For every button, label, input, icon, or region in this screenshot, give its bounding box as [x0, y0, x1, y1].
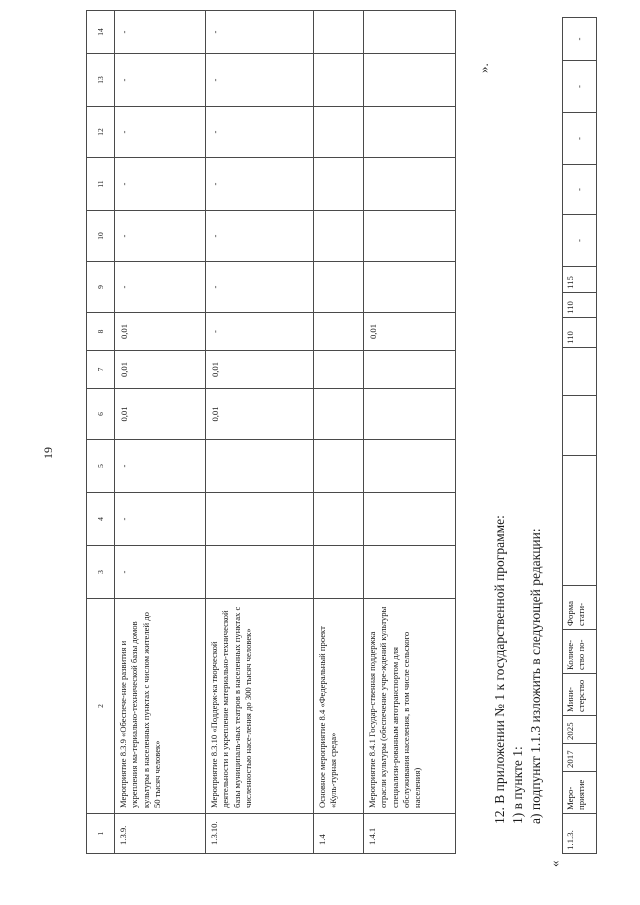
data-cell — [314, 440, 364, 493]
row-id-cell — [206, 814, 314, 854]
cell-value — [364, 440, 368, 492]
cell-value — [314, 54, 318, 106]
paragraph-sub-a: а) подпункт 1.1.3 изложить в следующей редакции: — [528, 528, 543, 824]
cell-value — [314, 389, 318, 439]
header-cell: 12 — [87, 107, 115, 158]
data-cell — [364, 546, 456, 599]
cell-value: - — [119, 464, 129, 468]
data-cell — [563, 348, 597, 396]
data-cell: - — [563, 113, 597, 165]
paragraph-12: 12. В приложении № 1 к государственной программе: — [492, 515, 507, 824]
data-cell — [115, 211, 206, 262]
subitem-table — [562, 17, 597, 854]
cell-value — [364, 546, 368, 598]
data-cell — [206, 313, 314, 351]
data-cell — [364, 158, 456, 211]
header-cell: 6 — [87, 389, 115, 440]
indicator-cell: Количе-ство по- — [563, 630, 597, 674]
row-id: 1.3.9. — [118, 825, 128, 845]
cell-value — [314, 211, 318, 261]
row-text: Мероприятие 8.3.9 «Обеспече-ние развития и укрепления ма-териально-технической базы домов культуры в населенных пунктах с числом жителей до 50 тысяч человек» — [118, 612, 163, 808]
cell-value: - — [210, 78, 220, 82]
header-cell: 2 — [87, 599, 115, 814]
cell-value — [314, 262, 318, 312]
data-cell — [364, 493, 456, 546]
cell-value: - — [119, 78, 129, 82]
data-cell — [314, 389, 364, 440]
cell-value — [314, 313, 318, 350]
cell-value: - — [210, 30, 220, 34]
data-cell — [314, 262, 364, 313]
data-cell — [314, 493, 364, 546]
data-cell — [206, 107, 314, 158]
data-cell — [206, 440, 314, 493]
header-row — [87, 11, 115, 854]
table-row — [364, 11, 456, 854]
header-cell: 13 — [87, 54, 115, 107]
header-cell: 14 — [87, 11, 115, 54]
data-cell — [364, 107, 456, 158]
data-cell: - — [563, 215, 597, 267]
header-cell: 3 — [87, 546, 115, 599]
cell-value — [314, 546, 318, 598]
table-row — [115, 11, 206, 854]
data-cell: 110 — [563, 293, 597, 318]
header-cell: 10 — [87, 211, 115, 262]
cell-value: 0,01 — [210, 406, 220, 422]
data-cell — [314, 546, 364, 599]
data-cell — [364, 262, 456, 313]
header-cell: 7 — [87, 351, 115, 389]
row-text: Мероприятие 8.3.10 «Поддерж-ка творческой деятельности и укрепление материально-технической базы муниципаль-ных театров в населенных пунктах с численностью насе-ления до 300 тысяч человек» — [209, 606, 254, 808]
data-cell: - — [563, 165, 597, 215]
row-id: 1.4.1 — [367, 827, 377, 845]
data-cell — [115, 11, 206, 54]
page-number: 19 — [41, 447, 55, 459]
header-cell: 1 — [87, 814, 115, 854]
data-cell — [206, 493, 314, 546]
cell-value — [314, 493, 318, 545]
cell-value — [364, 389, 368, 439]
row-id-cell: 1.1.3. — [563, 814, 597, 854]
cell-value: - — [210, 182, 220, 186]
header-cell: 8 — [87, 313, 115, 351]
cell-value — [364, 54, 368, 106]
row-id-cell — [115, 814, 206, 854]
data-cell — [206, 54, 314, 107]
cell-value: - — [210, 285, 220, 289]
cell-value: - — [119, 517, 129, 521]
header-cell: 9 — [87, 262, 115, 313]
row-id-cell — [314, 814, 364, 854]
closing-quote: ». — [476, 63, 491, 73]
data-cell — [115, 262, 206, 313]
row-id-cell — [364, 814, 456, 854]
cell-value: - — [210, 234, 220, 238]
cell-value — [314, 158, 318, 210]
data-cell — [364, 54, 456, 107]
data-cell — [364, 389, 456, 440]
cell-value: 0,01 — [119, 361, 129, 378]
data-cell — [115, 107, 206, 158]
cell-value — [314, 11, 318, 53]
table-row — [563, 18, 597, 854]
cell-value — [206, 546, 210, 598]
cell-value — [314, 440, 318, 492]
data-cell — [364, 440, 456, 493]
cell-value — [314, 107, 318, 157]
cell-value — [364, 11, 368, 53]
data-cell — [115, 158, 206, 211]
cell-value: - — [119, 182, 129, 186]
program-table — [86, 10, 456, 854]
row-text: Мероприятие 8.4.1 Государ-ственная поддержка отрасли культуры (обеспечение учре-ждений культуры специализи-рованным автотранспортом для обслуживания населения, в том числе сельского населения) — [367, 606, 423, 808]
cell-value: 0,01 — [119, 323, 129, 340]
data-cell — [364, 211, 456, 262]
cell-value — [364, 351, 368, 388]
header-cell: 5 — [87, 440, 115, 493]
cell-value: 0,01 — [119, 406, 129, 422]
data-cell — [314, 313, 364, 351]
data-cell — [206, 389, 314, 440]
data-cell — [115, 546, 206, 599]
row-text-cell — [206, 599, 314, 814]
cell-value — [206, 440, 210, 492]
row-text-cell — [115, 599, 206, 814]
data-cell — [206, 211, 314, 262]
data-cell: 110 — [563, 318, 597, 348]
row-text-cell — [314, 599, 364, 814]
data-cell — [314, 11, 364, 54]
table-row — [314, 11, 364, 854]
data-cell — [206, 158, 314, 211]
data-cell — [115, 440, 206, 493]
header-cell: 11 — [87, 158, 115, 211]
row-id: 1.3.10. — [209, 821, 219, 845]
cell-value — [364, 158, 368, 210]
data-cell: - — [563, 18, 597, 61]
data-cell — [206, 546, 314, 599]
data-cell — [206, 351, 314, 389]
data-cell — [115, 313, 206, 351]
data-cell — [364, 313, 456, 351]
cell-value: 0,01 — [368, 323, 378, 340]
cell-value: - — [119, 30, 129, 34]
data-cell — [364, 11, 456, 54]
data-cell — [206, 262, 314, 313]
cell-value: - — [119, 570, 129, 574]
cell-value — [314, 351, 318, 388]
data-cell — [563, 456, 597, 586]
data-cell — [314, 351, 364, 389]
cell-value: 0,01 — [210, 361, 220, 378]
data-cell — [314, 54, 364, 107]
data-cell — [563, 396, 597, 456]
data-cell: 115 — [563, 267, 597, 293]
data-cell — [314, 158, 364, 211]
data-cell: - — [563, 61, 597, 113]
data-cell — [364, 351, 456, 389]
cell-value — [364, 107, 368, 157]
executor-cell: Мини-стерство — [563, 674, 597, 716]
form-cell: Форма стати- — [563, 586, 597, 630]
cell-value — [364, 262, 368, 312]
data-cell — [314, 107, 364, 158]
data-cell — [115, 389, 206, 440]
cell-value — [206, 493, 210, 545]
cell-value: - — [210, 330, 220, 333]
end-year-cell: 2025 — [563, 716, 597, 744]
data-cell — [314, 211, 364, 262]
data-cell — [115, 54, 206, 107]
cell-value — [364, 211, 368, 261]
measure-cell: Меро-приятие — [563, 772, 597, 814]
data-cell — [115, 351, 206, 389]
data-cell — [115, 493, 206, 546]
paragraph-sub-1: 1) в пункте 1: — [510, 746, 525, 824]
row-text: Основное мероприятие 8.4 «Федеральный проект «Куль-турная среда» — [317, 626, 339, 808]
row-text-cell — [364, 599, 456, 814]
cell-value: - — [210, 130, 220, 134]
cell-value — [364, 493, 368, 545]
start-year-cell: 2017 — [563, 744, 597, 772]
cell-value: - — [119, 130, 129, 134]
cell-value: - — [119, 285, 129, 289]
table-row — [206, 11, 314, 854]
opening-quote: « — [547, 860, 562, 867]
header-cell: 4 — [87, 493, 115, 546]
cell-value: - — [119, 234, 129, 238]
data-cell — [206, 11, 314, 54]
row-id: 1.4 — [317, 834, 327, 845]
